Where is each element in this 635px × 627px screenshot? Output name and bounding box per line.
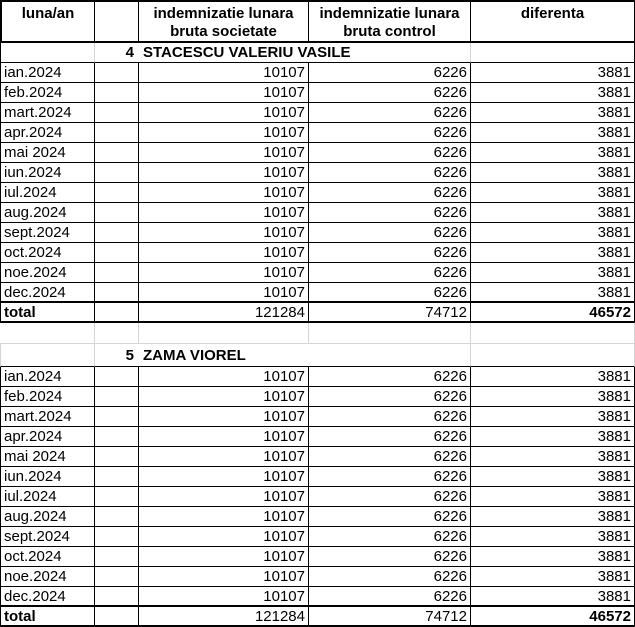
- month-row: [0, 567, 635, 587]
- control-value-cell[interactable]: 6226: [309, 387, 471, 407]
- empty-cell[interactable]: [95, 123, 139, 143]
- diferenta-value-cell[interactable]: 3881: [471, 63, 635, 83]
- total-societate-cell[interactable]: 121284: [139, 607, 309, 627]
- societate-value-cell[interactable]: 10107: [139, 567, 309, 587]
- month-label-cell[interactable]: ian.2024: [0, 367, 95, 387]
- control-value-cell[interactable]: 6226: [309, 103, 471, 123]
- month-label-cell[interactable]: apr.2024: [0, 427, 95, 447]
- control-value-cell[interactable]: 6226: [309, 407, 471, 427]
- month-label-cell[interactable]: iul.2024: [0, 183, 95, 203]
- section-name-cell[interactable]: STACESCU VALERIU VASILE: [139, 43, 471, 63]
- total-control-cell[interactable]: 74712: [309, 607, 471, 627]
- control-value-cell[interactable]: 6226: [309, 427, 471, 447]
- diferenta-value-cell[interactable]: 3881: [471, 587, 635, 607]
- header-societate-line1: indemnizatie lunara: [153, 5, 294, 22]
- total-control-cell[interactable]: 74712: [309, 303, 471, 323]
- societate-value-cell[interactable]: 10107: [139, 283, 309, 303]
- total-row: [0, 607, 635, 627]
- diferenta-value-cell[interactable]: 3881: [471, 283, 635, 303]
- month-row: [0, 123, 635, 143]
- diferenta-value-cell[interactable]: 3881: [471, 387, 635, 407]
- societate-value-cell[interactable]: 10107: [139, 367, 309, 387]
- spacer-cell[interactable]: [0, 323, 95, 344]
- societate-value-cell[interactable]: 10107: [139, 83, 309, 103]
- month-row: [0, 203, 635, 223]
- empty-cell[interactable]: [471, 344, 635, 367]
- header-cell-control[interactable]: [309, 0, 471, 43]
- header-row: [0, 0, 635, 43]
- control-value-cell[interactable]: 6226: [309, 283, 471, 303]
- month-label-cell[interactable]: feb.2024: [0, 83, 95, 103]
- diferenta-value-cell[interactable]: 3881: [471, 367, 635, 387]
- header-societate-line2: bruta societate: [170, 23, 277, 40]
- societate-value-cell[interactable]: 10107: [139, 387, 309, 407]
- empty-cell[interactable]: [95, 203, 139, 223]
- empty-cell[interactable]: [95, 507, 139, 527]
- empty-cell[interactable]: [95, 303, 139, 323]
- societate-value-cell[interactable]: 10107: [139, 487, 309, 507]
- diferenta-value-cell[interactable]: 3881: [471, 203, 635, 223]
- empty-cell[interactable]: [95, 527, 139, 547]
- month-row: [0, 367, 635, 387]
- societate-value-cell[interactable]: 10107: [139, 527, 309, 547]
- societate-value-cell[interactable]: 10107: [139, 183, 309, 203]
- month-row: [0, 63, 635, 83]
- section-name-cell[interactable]: ZAMA VIOREL: [139, 344, 471, 367]
- societate-value-cell[interactable]: 10107: [139, 507, 309, 527]
- month-row: [0, 283, 635, 303]
- diferenta-value-cell[interactable]: 3881: [471, 427, 635, 447]
- empty-cell[interactable]: [95, 547, 139, 567]
- month-row: [0, 103, 635, 123]
- control-value-cell[interactable]: 6226: [309, 487, 471, 507]
- spacer-row: [0, 323, 635, 344]
- empty-cell[interactable]: [95, 567, 139, 587]
- empty-cell[interactable]: [0, 344, 95, 367]
- societate-value-cell[interactable]: 10107: [139, 163, 309, 183]
- section-title-row: [0, 43, 635, 63]
- societate-value-cell[interactable]: 10107: [139, 407, 309, 427]
- control-value-cell[interactable]: 6226: [309, 143, 471, 163]
- month-label-cell[interactable]: sept.2024: [0, 223, 95, 243]
- month-row: [0, 467, 635, 487]
- diferenta-value-cell[interactable]: 3881: [471, 83, 635, 103]
- empty-cell[interactable]: [95, 163, 139, 183]
- month-label-cell[interactable]: aug.2024: [0, 507, 95, 527]
- diferenta-value-cell[interactable]: 3881: [471, 547, 635, 567]
- diferenta-value-cell[interactable]: 3881: [471, 263, 635, 283]
- diferenta-value-cell[interactable]: 3881: [471, 527, 635, 547]
- month-label-cell[interactable]: aug.2024: [0, 203, 95, 223]
- control-value-cell[interactable]: 6226: [309, 223, 471, 243]
- header-control-line2: bruta control: [343, 23, 436, 40]
- month-row: [0, 407, 635, 427]
- empty-cell[interactable]: [95, 387, 139, 407]
- diferenta-value-cell[interactable]: 3881: [471, 407, 635, 427]
- control-value-cell[interactable]: 6226: [309, 83, 471, 103]
- empty-cell[interactable]: [95, 143, 139, 163]
- diferenta-value-cell[interactable]: 3881: [471, 103, 635, 123]
- empty-cell[interactable]: [95, 467, 139, 487]
- diferenta-value-cell[interactable]: 3881: [471, 567, 635, 587]
- total-row: [0, 303, 635, 323]
- control-value-cell[interactable]: 6226: [309, 507, 471, 527]
- month-row: [0, 527, 635, 547]
- control-value-cell[interactable]: 6226: [309, 467, 471, 487]
- control-value-cell[interactable]: 6226: [309, 567, 471, 587]
- diferenta-value-cell[interactable]: 3881: [471, 487, 635, 507]
- month-row: [0, 223, 635, 243]
- empty-cell[interactable]: [95, 487, 139, 507]
- empty-cell[interactable]: [471, 43, 635, 63]
- societate-value-cell[interactable]: 10107: [139, 63, 309, 83]
- empty-cell[interactable]: [95, 83, 139, 103]
- month-row: [0, 263, 635, 283]
- control-value-cell[interactable]: 6226: [309, 367, 471, 387]
- societate-value-cell[interactable]: 10107: [139, 263, 309, 283]
- month-label-cell[interactable]: sept.2024: [0, 527, 95, 547]
- societate-value-cell[interactable]: 10107: [139, 143, 309, 163]
- section-number-cell[interactable]: 5: [95, 344, 139, 367]
- month-label-cell[interactable]: iul.2024: [0, 487, 95, 507]
- societate-value-cell[interactable]: 10107: [139, 587, 309, 607]
- empty-cell[interactable]: [95, 427, 139, 447]
- month-label-cell[interactable]: oct.2024: [0, 547, 95, 567]
- diferenta-value-cell[interactable]: 3881: [471, 447, 635, 467]
- month-row: [0, 387, 635, 407]
- month-label-cell[interactable]: dec.2024: [0, 587, 95, 607]
- diferenta-value-cell[interactable]: 3881: [471, 163, 635, 183]
- header-control-line1: indemnizatie lunara: [319, 5, 460, 22]
- header-cell-luna-an[interactable]: luna/an: [0, 0, 95, 43]
- diferenta-value-cell[interactable]: 3881: [471, 143, 635, 163]
- empty-cell[interactable]: [95, 587, 139, 607]
- control-value-cell[interactable]: 6226: [309, 63, 471, 83]
- societate-value-cell[interactable]: 10107: [139, 223, 309, 243]
- month-row: [0, 183, 635, 203]
- control-value-cell[interactable]: 6226: [309, 183, 471, 203]
- month-label-cell[interactable]: noe.2024: [0, 263, 95, 283]
- month-label-cell[interactable]: mai 2024: [0, 143, 95, 163]
- societate-value-cell[interactable]: 10107: [139, 467, 309, 487]
- month-row: [0, 547, 635, 567]
- empty-cell[interactable]: [95, 367, 139, 387]
- control-value-cell[interactable]: 6226: [309, 527, 471, 547]
- empty-cell[interactable]: [0, 43, 95, 63]
- section-number-cell[interactable]: 4: [95, 43, 139, 63]
- empty-cell[interactable]: [95, 283, 139, 303]
- societate-value-cell[interactable]: 10107: [139, 203, 309, 223]
- empty-cell[interactable]: [95, 263, 139, 283]
- control-value-cell[interactable]: 6226: [309, 547, 471, 567]
- spacer-cell[interactable]: [139, 323, 309, 344]
- empty-cell[interactable]: [95, 407, 139, 427]
- month-row: [0, 587, 635, 607]
- spacer-cell[interactable]: [309, 323, 471, 344]
- control-value-cell[interactable]: 6226: [309, 447, 471, 467]
- month-label-cell[interactable]: mai 2024: [0, 447, 95, 467]
- control-value-cell[interactable]: 6226: [309, 163, 471, 183]
- month-row: [0, 427, 635, 447]
- month-label-cell[interactable]: iun.2024: [0, 163, 95, 183]
- month-row: [0, 83, 635, 103]
- total-societate-cell[interactable]: 121284: [139, 303, 309, 323]
- empty-cell[interactable]: [95, 607, 139, 627]
- empty-cell[interactable]: [95, 63, 139, 83]
- societate-value-cell[interactable]: 10107: [139, 243, 309, 263]
- diferenta-value-cell[interactable]: 3881: [471, 223, 635, 243]
- section-title-row: [0, 344, 635, 367]
- month-label-cell[interactable]: dec.2024: [0, 283, 95, 303]
- diferenta-value-cell[interactable]: 3881: [471, 467, 635, 487]
- total-label-cell[interactable]: total: [0, 303, 95, 323]
- month-label-cell[interactable]: noe.2024: [0, 567, 95, 587]
- empty-cell[interactable]: [95, 243, 139, 263]
- control-value-cell[interactable]: 6226: [309, 263, 471, 283]
- month-row: [0, 447, 635, 467]
- month-row: [0, 163, 635, 183]
- month-row: [0, 507, 635, 527]
- header-cell-societate[interactable]: [139, 0, 309, 43]
- total-diferenta-cell[interactable]: 46572: [471, 607, 635, 627]
- societate-value-cell[interactable]: 10107: [139, 123, 309, 143]
- diferenta-value-cell[interactable]: 3881: [471, 243, 635, 263]
- total-diferenta-cell[interactable]: 46572: [471, 303, 635, 323]
- control-value-cell[interactable]: 6226: [309, 587, 471, 607]
- spacer-cell[interactable]: [471, 323, 635, 344]
- month-label-cell[interactable]: mart.2024: [0, 103, 95, 123]
- header-cell-diferenta[interactable]: diferenta: [471, 0, 635, 43]
- month-label-cell[interactable]: ian.2024: [0, 63, 95, 83]
- societate-value-cell[interactable]: 10107: [139, 447, 309, 467]
- societate-value-cell[interactable]: 10107: [139, 103, 309, 123]
- empty-cell[interactable]: [95, 447, 139, 467]
- month-label-cell[interactable]: iun.2024: [0, 467, 95, 487]
- control-value-cell[interactable]: 6226: [309, 123, 471, 143]
- diferenta-value-cell[interactable]: 3881: [471, 183, 635, 203]
- empty-cell[interactable]: [95, 223, 139, 243]
- header-cell-spacer[interactable]: [95, 0, 139, 43]
- diferenta-value-cell[interactable]: 3881: [471, 507, 635, 527]
- month-label-cell[interactable]: feb.2024: [0, 387, 95, 407]
- societate-value-cell[interactable]: 10107: [139, 427, 309, 447]
- empty-cell[interactable]: [95, 103, 139, 123]
- month-row: [0, 243, 635, 263]
- empty-cell[interactable]: [95, 183, 139, 203]
- total-label-cell[interactable]: total: [0, 607, 95, 627]
- month-label-cell[interactable]: mart.2024: [0, 407, 95, 427]
- month-row: [0, 143, 635, 163]
- month-row: [0, 487, 635, 507]
- control-value-cell[interactable]: 6226: [309, 203, 471, 223]
- spacer-cell[interactable]: [95, 323, 139, 344]
- month-label-cell[interactable]: apr.2024: [0, 123, 95, 143]
- month-label-cell[interactable]: oct.2024: [0, 243, 95, 263]
- control-value-cell[interactable]: 6226: [309, 243, 471, 263]
- societate-value-cell[interactable]: 10107: [139, 547, 309, 567]
- diferenta-value-cell[interactable]: 3881: [471, 123, 635, 143]
